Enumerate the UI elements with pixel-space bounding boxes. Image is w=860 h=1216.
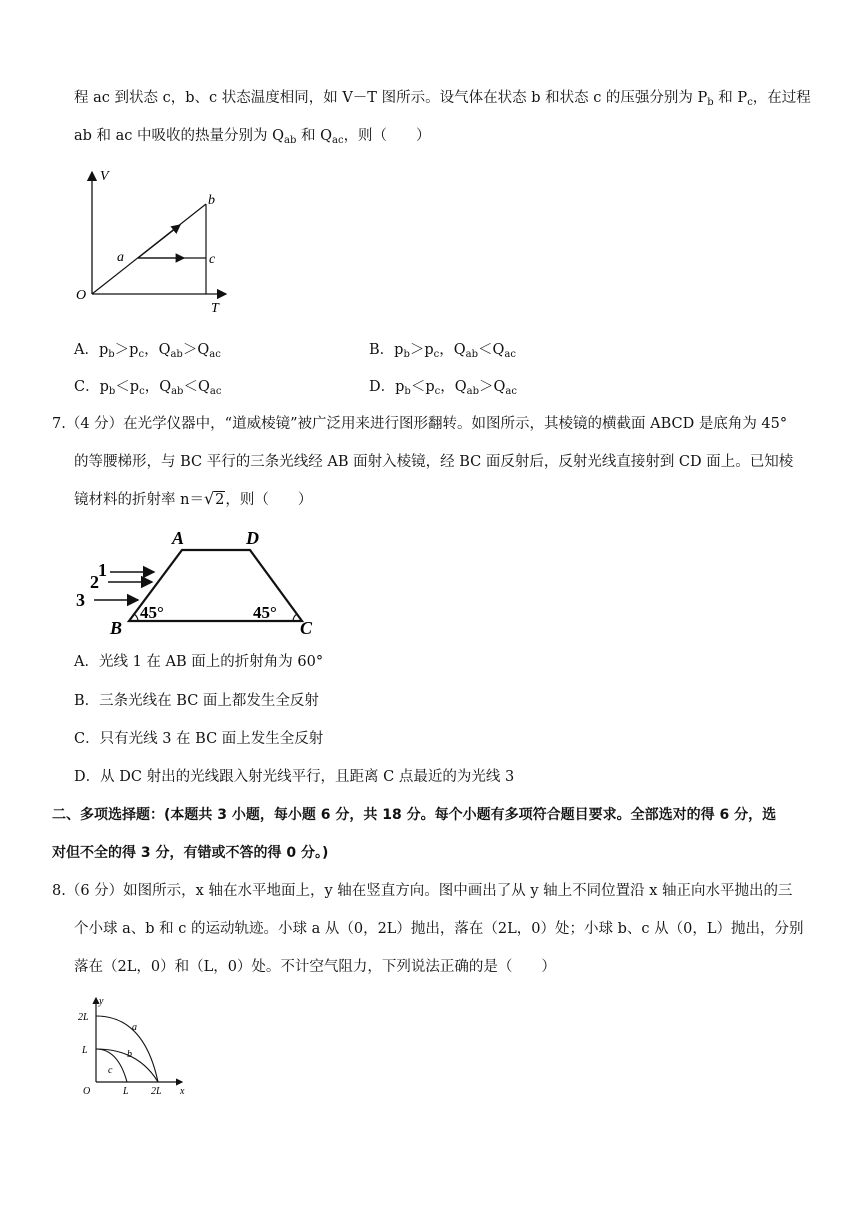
q6-stem-line2	[74, 126, 431, 151]
label-o: O	[83, 1086, 91, 1097]
q7-option-b[interactable]: B．三条光线在 BC 面上都发生全反射	[74, 693, 319, 709]
label-vertex-b: B	[110, 618, 123, 638]
label-y: y	[99, 996, 104, 1007]
subscript: ac	[332, 135, 344, 146]
q6-line2-text: ab 和 ac 中吸收的热量分别为 Q	[74, 128, 285, 144]
label-y-l: L	[82, 1045, 88, 1056]
label-angle-b: 45°	[140, 603, 164, 622]
q7-option-d[interactable]: D．从 DC 射出的光线跟入射光线平行，且距离 C 点最近的为光线 3	[74, 769, 515, 785]
label-x-2l: 2L	[151, 1086, 162, 1097]
label-ray-1: 1	[98, 560, 107, 580]
label-vertex-a: A	[172, 528, 185, 548]
label-curve-a: a	[132, 1022, 137, 1033]
q6-stem-line1	[74, 88, 811, 113]
q7-option-a[interactable]: A．光线 1 在 AB 面上的折射角为 60°	[74, 654, 324, 670]
label-vertex-c: C	[300, 618, 313, 638]
label-o: O	[76, 288, 87, 303]
q7-stem-line3: 镜材料的折射率 n＝√2，则（ ）	[74, 489, 313, 508]
section-2-heading-line2: 对但不全的得 3 分，有错或不答的得 0 分。)	[52, 845, 329, 861]
q7-option-c[interactable]: C．只有光线 3 在 BC 面上发生全反射	[74, 731, 324, 747]
projectile-diagram	[76, 994, 196, 1100]
label-y-2l: 2L	[78, 1012, 89, 1023]
q6-option-b[interactable]: B．$p_b>p_c$，$Q_{ab}<Q_{ac}$	[369, 342, 516, 360]
q6-line1-text: ，在过程	[752, 90, 811, 106]
q6-option-c[interactable]: C．$p_b<p_c$，$Q_{ab}<Q_{ac}$	[74, 379, 222, 397]
q7-stem-line2: 的等腰梯形，与 BC 平行的三条光线经 AB 面射入棱镜，经 BC 面反射后，反射光线直接射到 CD 面上。已知棱	[74, 454, 794, 470]
label-a: a	[117, 250, 124, 265]
label-ray-3: 3	[76, 590, 85, 610]
sqrt-symbol: √	[203, 489, 215, 508]
label-ray-2: 2	[90, 572, 99, 592]
label-x-l: L	[123, 1086, 129, 1097]
label-angle-c: 45°	[253, 603, 277, 622]
section-2-heading-line1: 二、多项选择题：(本题共 3 小题，每小题 6 分，共 18 分。每个小题有多项符合题目要求。全部选对的得 6 分，选	[52, 807, 777, 823]
label-c: c	[209, 252, 216, 267]
subscript: c	[747, 97, 753, 108]
label-b: b	[208, 193, 215, 208]
subscript: ab	[284, 135, 297, 146]
dove-prism-diagram	[72, 526, 332, 638]
label-curve-c: c	[108, 1065, 113, 1076]
label-x: x	[180, 1086, 185, 1097]
label-t: T	[211, 301, 219, 316]
q8-stem-line3: 落在（2L，0）和（L，0）处。不计空气阻力，下列说法正确的是（ ）	[74, 959, 556, 975]
q6-line1-text: 程 ac 到状态 c，b、c 状态温度相同，如 V－T 图所示。设气体在状态 b 和状态 c 的压强分别为 P	[74, 90, 708, 106]
label-v: V	[100, 169, 109, 184]
q8-stem-line1: 8.（6 分）如图所示，x 轴在水平地面上，y 轴在竖直方向。图中画出了从 y 轴上不同位置沿 x 轴正向水平抛出的三	[52, 883, 793, 899]
q7-stem-line1: 7.（4 分）在光学仪器中，“道威棱镜”被广泛用来进行图形翻转。如图所示，其棱镜的横截面 ABCD 是底角为 45°	[52, 416, 788, 432]
q6-line1-text: 和 P	[713, 90, 748, 106]
q6-line2-text: 和 Q	[296, 128, 332, 144]
q6-line2-text: ，则（ ）	[343, 128, 431, 144]
q6-option-a[interactable]: A．$p_b>p_c$，$Q_{ab}>Q_{ac}$	[74, 342, 221, 360]
q6-option-d[interactable]: D．$p_b<p_c$，$Q_{ab}>Q_{ac}$	[369, 379, 517, 397]
q8-stem-line2: 个小球 a、b 和 c 的运动轨迹。小球 a 从（0，2L）抛出，落在（2L，0）处；小球 b、c 从（0，L）抛出，分别	[74, 921, 804, 937]
label-curve-b: b	[127, 1049, 132, 1060]
arrow-ab	[138, 225, 180, 258]
vt-diagram	[76, 166, 236, 316]
subscript: b	[707, 97, 714, 108]
label-vertex-d: D	[246, 528, 259, 548]
